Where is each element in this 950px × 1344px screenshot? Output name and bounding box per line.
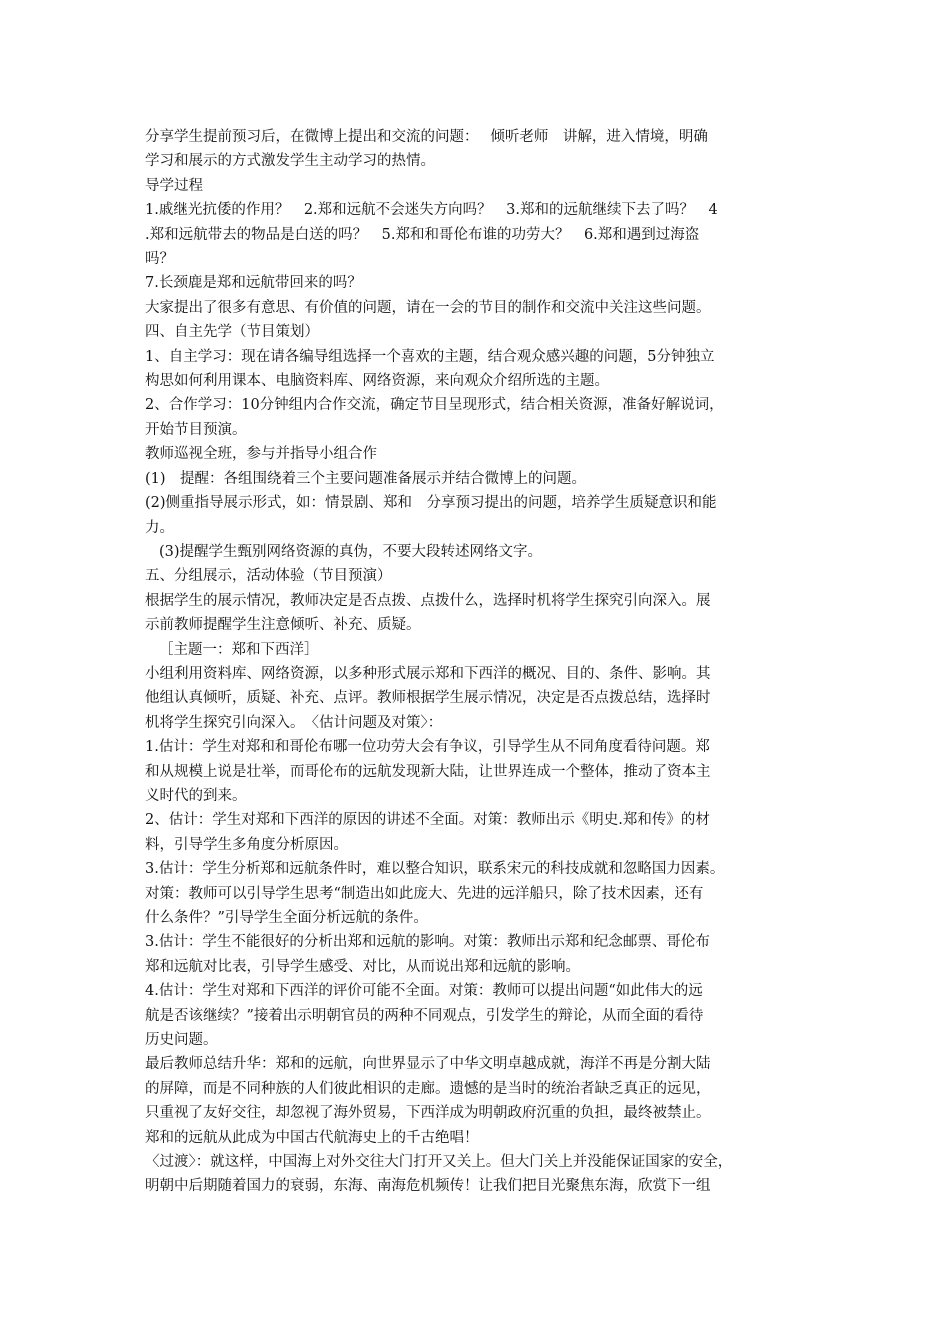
text-line: 对策：教师可以引导学生思考“制造出如此庞大、先进的远洋船只，除了技术因素，还有: [145, 885, 704, 902]
text-line: 机将学生探究引向深入。 〈估计问题及对策〉：: [145, 714, 443, 731]
text-line: 2、合作学习：10分钟组内合作交流，确定节目呈现形式，结合相关资源，准备好解说词，: [145, 397, 724, 414]
text-line: 〈过渡〉：就这样，中国海上对外交往大门打开又关上。但大门关上并没能保证国家的安全，: [145, 1154, 733, 1171]
text-line: 只重视了友好交往，却忽视了海外贸易，下西洋成为明朝政府沉重的负担，最终被禁止。: [145, 1105, 711, 1122]
text-line: 1、自主学习：现在请各编导组选择一个喜欢的主题，结合观众感兴趣的问题，5分钟独立: [145, 348, 715, 365]
text-line: 义时代的到来。: [145, 787, 247, 804]
text-line: 2、估计：学生对郑和下西洋的原因的讲述不全面。对策：教师出示《明史.郑和传》的材: [145, 812, 710, 829]
text-line: 航是否该继续？”接着出示明朝官员的两种不同观点，引发学生的辩论，从而全面的看待: [145, 1007, 704, 1024]
document-body: [145, 125, 825, 1199]
text-line: (2)侧重指导展示形式，如：情景剧、郑和 分享预习提出的问题，培养学生质疑意识和能: [145, 495, 717, 512]
text-line: 明朝中后期随着国力的衰弱，东海、南海危机频传！让我们把目光聚焦东海，欣赏下一组: [145, 1178, 711, 1195]
text-line: 学习和展示的方式激发学生主动学习的热情。: [145, 153, 435, 170]
text-line: 最后教师总结升华：郑和的远航，向世界显示了中华文明卓越成就，海洋不再是分割大陆: [145, 1056, 711, 1073]
text-line: 示前教师提醒学生注意倾听、补充、质疑。: [145, 617, 421, 634]
text-line: (1) 提醒：各组围绕着三个主要问题准备展示并结合微博上的问题。: [145, 470, 587, 487]
text-line: 3.估计：学生不能很好的分析出郑和远航的影响。对策：教师出示郑和纪念邮票、哥伦布: [145, 934, 710, 951]
text-line: 和从规模上说是壮举，而哥伦布的远航发现新大陆，让世界连成一个整体，推动了资本主: [145, 763, 711, 780]
text-line: 历史问题。: [145, 1032, 218, 1049]
text-line: 力。: [145, 519, 174, 536]
text-line: 1.戚继光抗倭的作用？ 2.郑和远航不会迷失方向吗？ 3.郑和的远航继续下去了吗？ 4: [145, 202, 718, 219]
text-line: 郑和远航对比表，引导学生感受、对比，从而说出郑和远航的影响。: [145, 958, 580, 975]
text-line: .郑和远航带去的物品是白送的吗？ 5.郑和和哥伦布谁的功劳大？ 6.郑和遇到过海盗: [145, 226, 700, 243]
text-line: 郑和的远航从此成为中国古代航海史上的千古绝唱！: [145, 1129, 479, 1146]
text-line: (3)提醒学生甄别网络资源的真伪，不要大段转述网络文字。: [159, 543, 543, 560]
text-line: 的屏障，而是不同种族的人们彼此相识的走廊。遗憾的是当时的统治者缺乏真正的远见，: [145, 1080, 711, 1097]
text-line: 分享学生提前预习后，在微博上提出和交流的问题： 倾听老师 讲解，进入情境，明确: [145, 129, 708, 145]
text-line: 什么条件？”引导学生全面分析远航的条件。: [145, 910, 428, 926]
section-heading: 五、分组展示，活动体验（节目预演）: [145, 568, 392, 585]
text-line: 开始节目预演。: [145, 421, 247, 438]
text-line: 教师巡视全班，参与并指导小组合作: [145, 446, 377, 463]
text-line: 根据学生的展示情况，教师决定是否点拨、点拨什么，选择时机将学生探究引向深入。展: [145, 592, 711, 609]
text-line: 7.长颈鹿是郑和远航带回来的吗？: [145, 275, 362, 292]
text-line: 3.估计：学生分析郑和远航条件时，难以整合知识，联系宋元的科技成就和忽略国力因素。: [145, 861, 725, 878]
section-heading: 四、自主先学（节目策划）: [145, 324, 319, 341]
topic-heading: ［主题一：郑和下西洋］: [159, 641, 319, 658]
text-line: 大家提出了很多有意思、有价值的问题，请在一会的节目的制作和交流中关注这些问题。: [145, 299, 711, 316]
text-line: 1.估计：学生对郑和和哥伦布哪一位功劳大会有争议，引导学生从不同角度看待问题。郑: [145, 739, 710, 756]
text-line: 他组认真倾听，质疑、补充、点评。教师根据学生展示情况，决定是否点拨总结，选择时: [145, 690, 711, 707]
text-line: 4.估计：学生对郑和下西洋的评价可能不全面。对策：教师可以提出问题“如此伟大的远: [145, 983, 703, 1000]
text-line: 吗？: [145, 251, 174, 268]
text-line: 小组利用资料库、网络资源，以多种形式展示郑和下西洋的概况、目的、条件、影响。其: [145, 665, 711, 682]
text-line: 构思如何利用课本、电脑资料库、网络资源，来向观众介绍所选的主题。: [145, 373, 609, 390]
section-heading: 导学过程: [145, 177, 203, 194]
text-line: 料，引导学生多角度分析原因。: [145, 836, 348, 853]
